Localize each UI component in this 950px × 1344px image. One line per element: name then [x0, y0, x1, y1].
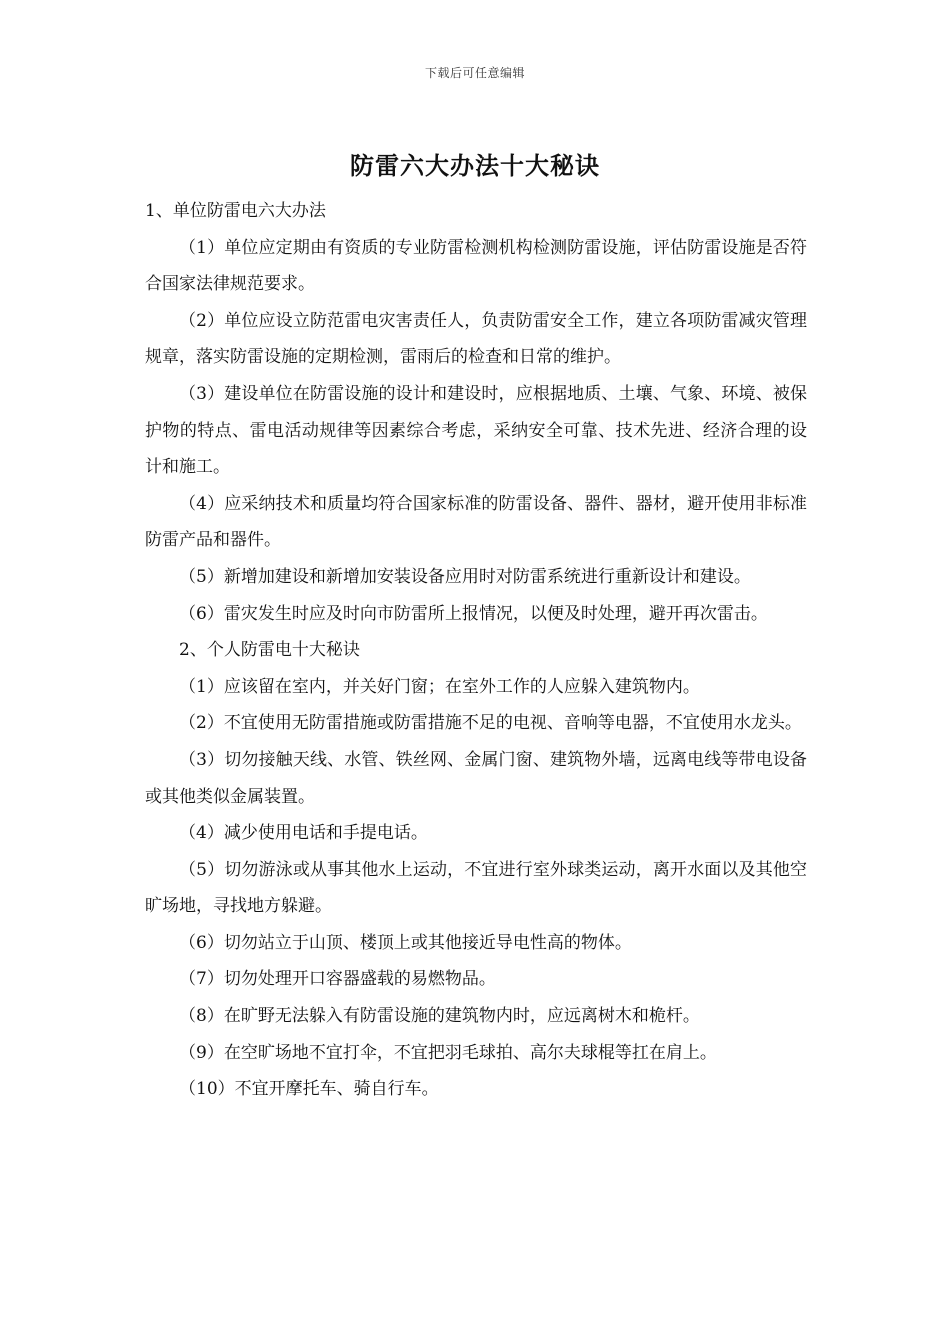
- section-2-item: （5）切勿游泳或从事其他水上运动，不宜进行室外球类运动，离开水面以及其他空旷场地，寻找地方躲避。: [145, 859, 807, 917]
- section-2-item: （2）不宜使用无防雷措施或防雷措施不足的电视、音响等电器，不宜使用水龙头。: [179, 713, 802, 734]
- section-2-item: （1）应该留在室内，并关好门窗；在室外工作的人应躲入建筑物内。: [179, 676, 700, 697]
- section-2-item: （8）在旷野无法躲入有防雷设施的建筑物内时，应远离树木和桅杆。: [179, 1006, 700, 1027]
- section-1-item: （3）建设单位在防雷设施的设计和建设时，应根据地质、土壤、气象、环境、被保护物的特点、雷电活动规律等因素综合考虑，采纳安全可靠、技术先进、经济合理的设计和施工。: [145, 383, 807, 478]
- section-1-item: （1）单位应定期由有资质的专业防雷检测机构检测防雷设施，评估防雷设施是否符合国家法律规范要求。: [145, 237, 807, 295]
- document-title: 防雷六大办法十大秘诀: [350, 151, 600, 180]
- section-2-item: （9）在空旷场地不宜打伞，不宜把羽毛球拍、高尔夫球棍等扛在肩上。: [179, 1042, 717, 1063]
- document-body: [145, 193, 807, 1108]
- section-1-item: （5）新增加建设和新增加安装设备应用时对防雷系统进行重新设计和建设。: [179, 566, 751, 587]
- section-2-item: （4）减少使用电话和手提电话。: [179, 823, 428, 844]
- section-2-heading: 2、个人防雷电十大秘诀: [179, 640, 360, 661]
- section-1-item: （2）单位应设立防范雷电灾害责任人，负责防雷安全工作，建立各项防雷减灾管理规章，落实防雷设施的定期检测，雷雨后的检查和日常的维护。: [145, 310, 807, 368]
- section-1-item: （4）应采纳技术和质量均符合国家标准的防雷设备、器件、器材，避开使用非标准防雷产品和器件。: [145, 493, 807, 551]
- section-1-heading: 1、单位防雷电六大办法: [145, 201, 326, 221]
- section-2-item: （7）切勿处理开口容器盛载的易燃物品。: [179, 969, 496, 990]
- section-2-item: （10）不宜开摩托车、骑自行车。: [179, 1079, 439, 1100]
- section-2-item: （3）切勿接触天线、水管、铁丝网、金属门窗、建筑物外墙，远离电线等带电设备或其他类似金属装置。: [145, 749, 807, 807]
- header-note: 下载后可任意编辑: [424, 66, 525, 80]
- section-1-item: （6）雷灾发生时应及时向市防雷所上报情况，以便及时处理，避开再次雷击。: [179, 603, 768, 624]
- section-2-item: （6）切勿站立于山顶、楼顶上或其他接近导电性高的物体。: [179, 932, 632, 953]
